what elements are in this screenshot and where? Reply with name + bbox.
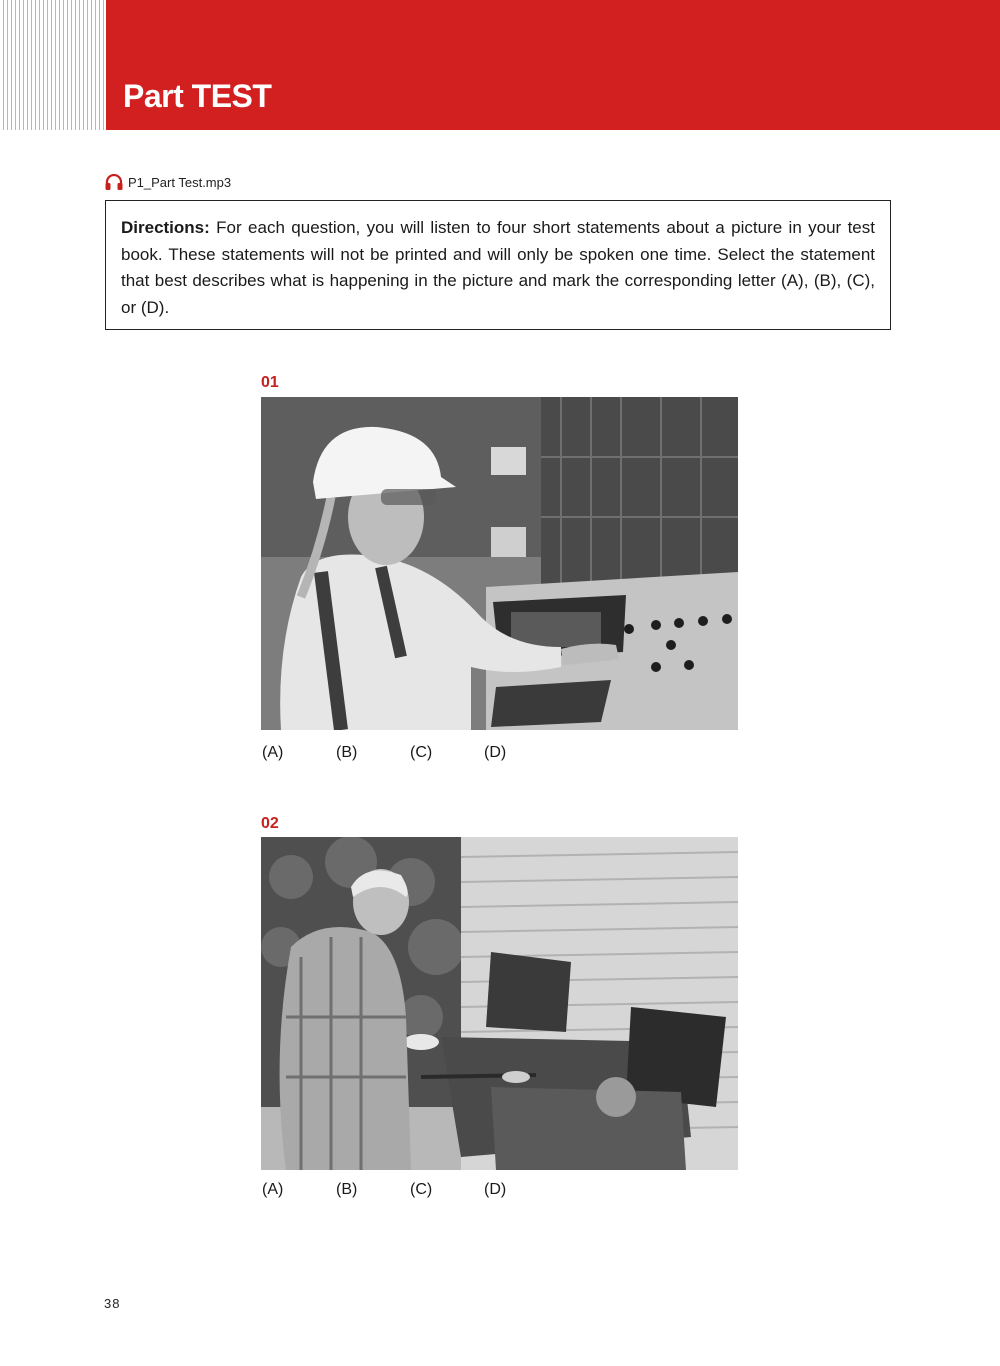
audio-track[interactable] (104, 172, 231, 192)
headphones-icon (104, 174, 124, 191)
option-c[interactable]: (C) (410, 1181, 433, 1198)
directions-box (105, 200, 891, 330)
question-number: 01 (261, 374, 279, 391)
worker-control-panel-photo (261, 397, 738, 730)
option-d[interactable]: (D) (484, 744, 507, 761)
option-b[interactable]: (B) (336, 744, 358, 761)
option-c[interactable]: (C) (410, 744, 433, 761)
option-d[interactable]: (D) (484, 1181, 507, 1198)
man-grilling-photo (261, 837, 738, 1170)
page-title: Part TEST (123, 78, 272, 114)
answer-options (262, 1181, 558, 1199)
audio-filename: P1_Part Test.mp3 (128, 174, 232, 190)
option-a[interactable]: (A) (262, 744, 284, 761)
option-b[interactable]: (B) (336, 1181, 358, 1198)
question-number: 02 (261, 815, 279, 832)
directions-label: Directions: (121, 218, 210, 237)
answer-options (262, 744, 558, 762)
page-number: 38 (104, 1296, 121, 1311)
header-stripes (0, 0, 104, 130)
option-a[interactable]: (A) (262, 1181, 284, 1198)
directions-text: For each question, you will listen to four short statements about a picture in your test book. These statements will not be printed and will only be spoken one time. Select the statement that best describes what is happening in the picture and mark the corresponding letter (A), (B), (C), or (D). (121, 218, 875, 317)
